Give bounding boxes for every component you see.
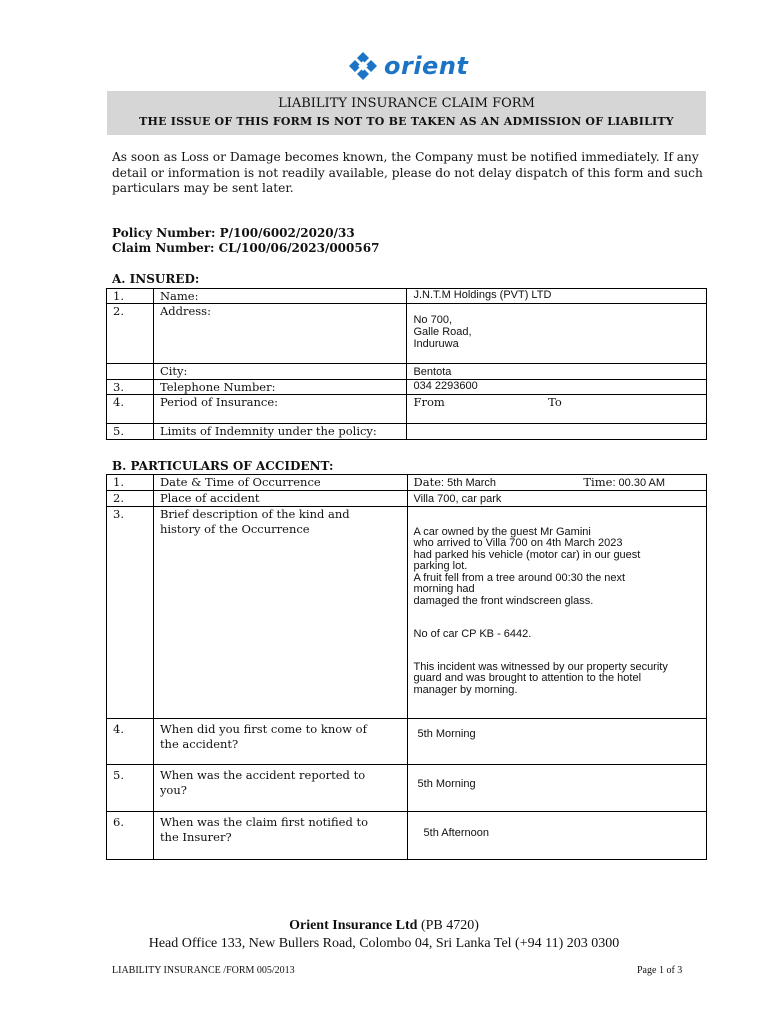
row-number: 1. <box>107 289 154 304</box>
field-label: Address: <box>153 304 407 364</box>
accident-table <box>106 474 707 860</box>
table-row <box>107 812 707 860</box>
period-to-label: To <box>548 395 562 409</box>
form-title-banner <box>107 91 706 135</box>
row-number: 1. <box>107 475 154 491</box>
field-label: Name: <box>153 289 407 304</box>
time-label: Time <box>583 475 613 489</box>
table-row <box>107 380 707 395</box>
orient-logo-icon <box>348 51 378 81</box>
row-number: 4. <box>107 395 154 424</box>
notified-value: 5th Afternoon <box>407 812 706 860</box>
field-label: Date & Time of Occurrence <box>153 475 407 491</box>
date-value: : 5th March <box>441 477 497 489</box>
policy-block <box>112 226 379 256</box>
row-number: 6. <box>107 812 154 860</box>
insured-table <box>106 288 707 440</box>
reported-value: 5th Morning <box>407 765 706 812</box>
description-value <box>407 507 706 719</box>
place-value: Villa 700, car park <box>407 491 706 507</box>
city-value: Bentota <box>407 364 707 380</box>
section-a-title: A. INSURED: <box>112 272 200 286</box>
policy-number: Policy Number: P/100/6002/2020/33 <box>112 226 355 240</box>
table-row <box>107 395 707 424</box>
form-title: LIABILITY INSURANCE CLAIM FORM <box>278 96 535 111</box>
page-number: Page 1 of 3 <box>637 965 683 976</box>
row-number: 5. <box>107 765 154 812</box>
table-row <box>107 719 707 765</box>
field-label: City: <box>153 364 407 380</box>
address-line: Galle Road, <box>413 326 472 338</box>
intro-paragraph: As soon as Loss or Damage becomes known, the Company must be notified immediately. If any detail or information is not readily available, please do not delay dispatch of this form and such particulars may be sent later. <box>112 150 703 195</box>
field-label: Telephone Number: <box>153 380 407 395</box>
row-number: 2. <box>107 304 154 364</box>
table-row <box>107 765 707 812</box>
table-row <box>107 304 707 364</box>
table-row <box>107 289 707 304</box>
field-label: When did you first come to know of the accident? <box>153 719 407 765</box>
first-known-value: 5th Morning <box>407 719 706 765</box>
field-label: When was the accident reported to you? <box>153 765 407 812</box>
footer-company <box>0 918 768 934</box>
indemnity-value <box>407 424 707 440</box>
period-from-label: From <box>413 395 445 409</box>
table-row <box>107 491 707 507</box>
form-reference: LIABILITY INSURANCE /FORM 005/2013 <box>112 965 295 976</box>
field-label: Period of Insurance: <box>153 395 407 424</box>
claim-number: Claim Number: CL/100/06/2023/000567 <box>112 241 380 255</box>
row-number: 5. <box>107 424 154 440</box>
description-paragraph: This incident was witnessed by our property security guard and was brought to attention to the hotel manager by morning. <box>413 660 668 696</box>
section-b-title: B. PARTICULARS OF ACCIDENT: <box>112 459 334 473</box>
logo-wordmark: orient <box>384 52 469 80</box>
time-value: : 00.30 AM <box>612 477 666 489</box>
footer-address: Head Office 133, New Bullers Road, Colombo 04, Sri Lanka Tel (+94 11) 203 0300 <box>148 936 620 951</box>
form-subtitle: THE ISSUE OF THIS FORM IS NOT TO BE TAKEN AS AN ADMISSION OF LIABILITY <box>139 115 674 128</box>
insured-name-value: J.N.T.M Holdings (PVT) LTD <box>407 289 707 304</box>
field-label: Brief description of the kind and history of the Occurrence <box>153 507 407 719</box>
field-label: Limits of Indemnity under the policy: <box>153 424 407 440</box>
row-number: 2. <box>107 491 154 507</box>
row-number: 3. <box>107 380 154 395</box>
description-paragraph: A car owned by the guest Mr Gamini who arrived to Villa 700 on 4th March 2023 had parked his vehicle (motor car) in our guest parking lot. A fruit fell from a tree around 00:30 the next morning had damaged the front windscreen glass. <box>413 525 641 607</box>
description-paragraph: No of car CP KB - 6442. <box>413 627 532 640</box>
address-value <box>407 304 707 364</box>
field-label: Place of accident <box>153 491 407 507</box>
table-row <box>107 424 707 440</box>
orient-logo <box>348 50 468 82</box>
row-number <box>107 364 154 380</box>
company-code: (PB 4720) <box>420 918 479 933</box>
table-row <box>107 364 707 380</box>
row-number: 4. <box>107 719 154 765</box>
table-row <box>107 507 707 719</box>
telephone-value: 034 2293600 <box>407 380 707 395</box>
date-label: Date <box>413 475 442 489</box>
company-name: Orient Insurance Ltd <box>289 918 418 933</box>
period-value <box>407 395 707 424</box>
table-row <box>107 475 707 491</box>
address-line: Induruwa <box>413 338 459 350</box>
row-number: 3. <box>107 507 154 719</box>
date-time-value <box>407 475 706 491</box>
address-line: No 700, <box>413 314 452 326</box>
field-label: When was the claim first notified to the Insurer? <box>153 812 407 860</box>
